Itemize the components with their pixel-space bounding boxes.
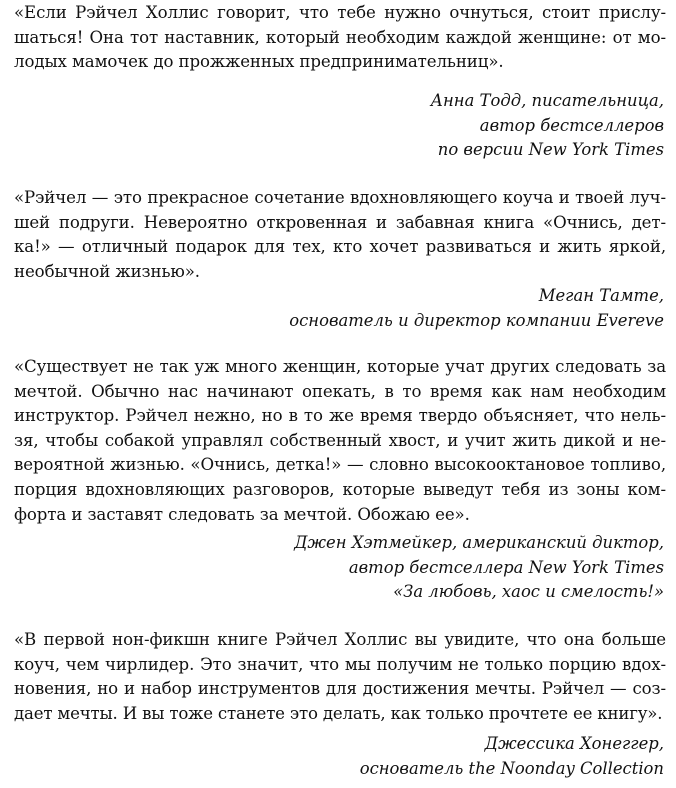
review-quote-3 bbox=[14, 355, 666, 527]
quote-line: порция вдохновляющих разговоров, которые выведут тебя из зоны ком- bbox=[14, 479, 666, 499]
reviewer-credit: основатель the Noonday Collection bbox=[359, 758, 664, 778]
quote-line: шаться! Она тот наставник, который необходим каждой женщине: от мо- bbox=[14, 27, 666, 47]
quote-line: дает мечты. И вы тоже станете это делать, как только прочтете ее книгу». bbox=[14, 703, 663, 723]
quote-line: «В первой нон-фикшн книге Рэйчел Холлис вы увидите, что она больше bbox=[14, 630, 666, 649]
reviewer-credit: автор бестселлеров bbox=[479, 115, 664, 135]
quote-line: зя, чтобы собакой управлял собственный хвост, и учит жить дикой и не- bbox=[14, 430, 666, 450]
reviewer-name: Меган Тамте, bbox=[538, 286, 664, 305]
reviewer-name: Анна Тодд, писательница, bbox=[430, 91, 664, 110]
review-attribution-1 bbox=[64, 89, 664, 163]
reviewer-name: Джессика Хонеггер, bbox=[484, 734, 664, 753]
reviewer-name: Джен Хэтмейкер, американский диктор, bbox=[294, 533, 664, 552]
reviewer-credit: «За любовь, хаос и смелость!» bbox=[393, 582, 664, 602]
quote-line: «Существует не так уж много женщин, которые учат других следовать за bbox=[14, 357, 666, 376]
quote-line: ка!» — отличный подарок для тех, кто хочет развиваться и жить яркой, bbox=[14, 237, 666, 257]
quote-line: форта и заставят следовать за мечтой. Обожаю ее». bbox=[14, 504, 470, 524]
quote-line: мечтой. Обычно нас начинают опекать, в то время как нам необходим bbox=[14, 381, 666, 401]
quote-line: «Рэйчел — это прекрасное сочетание вдохновляющего коуча и твоей луч- bbox=[14, 188, 666, 207]
review-attribution-4 bbox=[64, 732, 664, 781]
reviewer-credit: основатель и директор компании Evereve bbox=[289, 310, 664, 330]
review-quote-4 bbox=[14, 628, 666, 726]
review-attribution-2 bbox=[64, 284, 664, 333]
quote-line: новения, но и набор инструментов для достижения мечты. Рэйчел — соз- bbox=[14, 679, 666, 699]
review-quote-1 bbox=[14, 1, 666, 75]
review-quote-2 bbox=[14, 186, 666, 284]
quote-line: лодых мамочек до прожженных предпринимательниц». bbox=[14, 52, 504, 72]
quote-line: вероятной жизнью. «Очнись, детка!» — словно высокооктановое топливо, bbox=[14, 455, 666, 475]
quote-line: необычной жизнью». bbox=[14, 261, 200, 281]
quote-line: инструктор. Рэйчел нежно, но в то же время твердо объясняет, что нель- bbox=[14, 406, 666, 426]
review-attribution-3 bbox=[64, 531, 664, 605]
quote-line: «Если Рэйчел Холлис говорит, что тебе нужно очнуться, стоит прислу- bbox=[14, 3, 666, 22]
quote-line: коуч, чем чирлидер. Это значит, что мы получим не только порцию вдох- bbox=[14, 654, 666, 674]
quote-line: шей подруги. Невероятно откровенная и забавная книга «Очнись, дет- bbox=[14, 212, 666, 232]
reviewer-credit: автор бестселлера New York Times bbox=[348, 557, 664, 577]
reviewer-credit: по версии New York Times bbox=[437, 140, 664, 160]
